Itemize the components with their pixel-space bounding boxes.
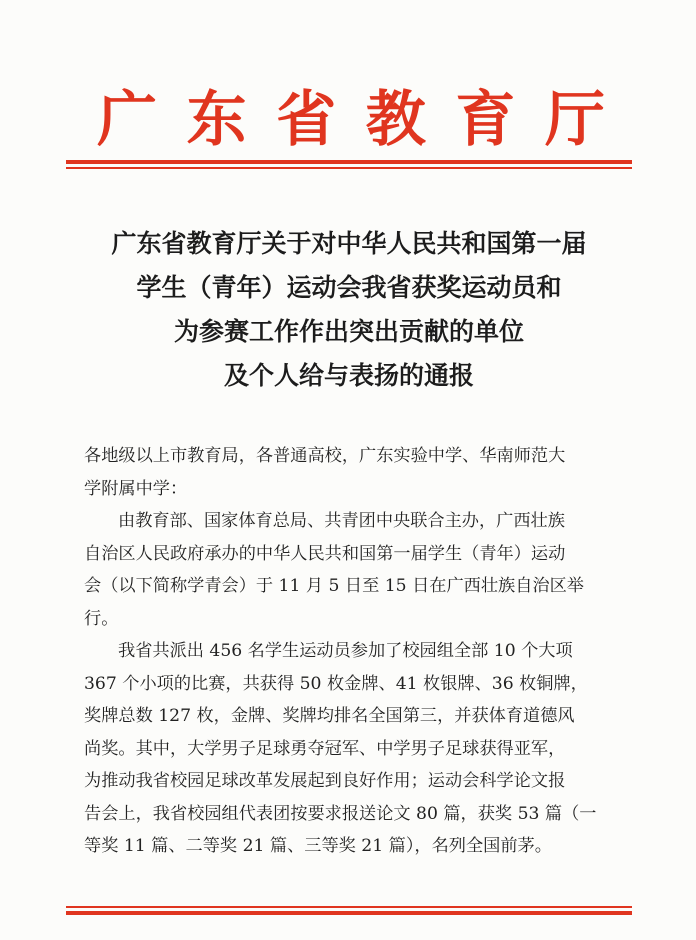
paragraph2-line: 367 个小项的比赛，共获得 50 枚金牌、41 枚银牌、36 枚铜牌， <box>84 673 588 694</box>
title-line: 广东省教育厅关于对中华人民共和国第一届 <box>111 229 587 258</box>
masthead-title <box>96 86 606 154</box>
paragraph1-line: 行。 <box>84 608 119 629</box>
paragraph2-line: 为推动我省校园足球改革发展起到良好作用；运动会科学论文报 <box>84 771 566 791</box>
paragraph1-line: 由教育部、国家体育总局、共青团中央联合主办，广西壮族 <box>118 511 565 531</box>
header-rule-thin <box>66 167 632 169</box>
addressee-line: 各地级以上市教育局，各普通高校，广东实验中学、华南师范大 <box>84 446 566 466</box>
paragraph2-line: 奖牌总数 127 枚，金牌、奖牌均排名全国第三，并获体育道德风 <box>84 706 575 726</box>
footer-rule-thin <box>66 906 632 908</box>
paragraph2-line: 尚奖。其中，大学男子足球勇夺冠军、中学男子足球获得亚军， <box>84 738 566 759</box>
masthead-char: 教 <box>365 85 426 155</box>
document-title <box>60 222 638 398</box>
title-line: 为参赛工作作出突出贡献的单位 <box>173 317 524 346</box>
paragraph2-line: 我省共派出 456 名学生运动员参加了校园组全部 10 个大项 <box>118 641 573 661</box>
paragraph1-line: 会（以下简称学青会）于 11 月 5 日至 15 日在广西壮族自治区举 <box>84 576 584 596</box>
paragraph2-line: 告会上，我省校园组代表团按要求报送论文 80 篇，获奖 53 篇（一 <box>84 803 597 824</box>
document-body <box>84 440 618 863</box>
masthead-char: 厅 <box>544 85 605 155</box>
addressee-line: 学附属中学： <box>84 478 188 499</box>
title-line: 学生（青年）运动会我省获奖运动员和 <box>136 273 562 302</box>
masthead-char: 育 <box>455 85 516 155</box>
title-line: 及个人给与表扬的通报 <box>223 361 474 390</box>
masthead-char: 省 <box>276 85 337 155</box>
paragraph1-line: 自治区人民政府承办的中华人民共和国第一届学生（青年）运动 <box>84 543 566 564</box>
paragraph2-line: 等奖 11 篇、二等奖 21 篇、三等奖 21 篇），名列全国前茅。 <box>84 836 552 856</box>
header-rule-thick <box>66 160 632 164</box>
masthead-char: 广 <box>97 85 157 155</box>
masthead-char: 东 <box>186 85 247 155</box>
footer-rule-thick <box>66 911 632 915</box>
